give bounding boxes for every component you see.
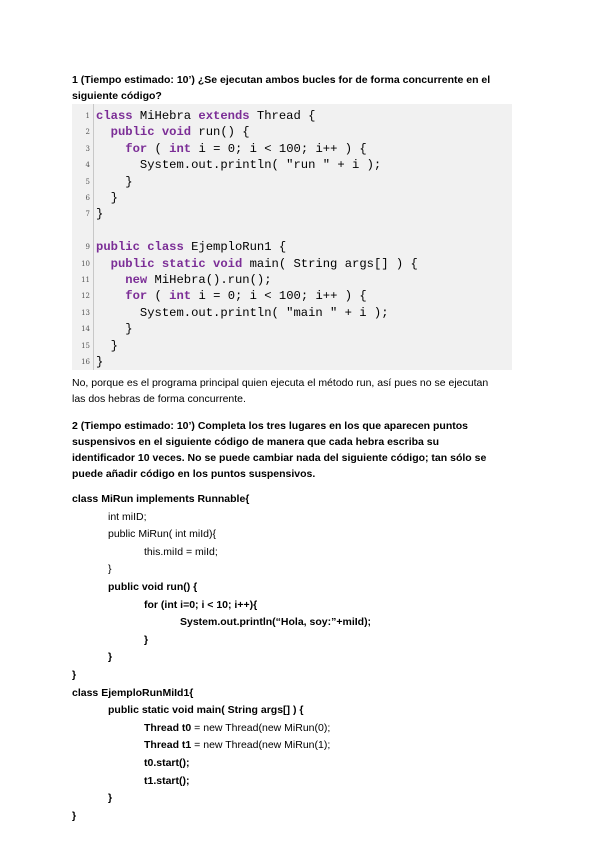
line-number: 7 — [85, 210, 90, 219]
answer-1-line-2: las dos hebras de forma concurrente. — [72, 393, 246, 405]
code-line — [72, 321, 512, 338]
code-token: System.out.println( "main " + i ); — [96, 305, 389, 320]
question-2-line-3: identificador 10 veces. No se puede cambiar nada del siguiente código; tan sólo se — [72, 452, 487, 464]
code-token: MiHebra — [132, 109, 199, 123]
code-2-token: t1.start(); — [144, 774, 190, 787]
code-keyword: for — [125, 141, 148, 156]
code-text — [96, 108, 315, 125]
code-2-line — [72, 808, 76, 826]
line-number: 16 — [81, 358, 90, 366]
code-token: i = 0; i < 100; i++ ) { — [191, 289, 367, 304]
line-number: 6 — [85, 194, 90, 202]
code-2-token: } — [108, 792, 113, 805]
code-keyword: public static void — [110, 256, 243, 271]
code-2-token: t0.start(); — [144, 757, 190, 769]
code-text — [96, 141, 367, 158]
code-listing — [72, 104, 512, 370]
answer-1-line-1: No, porque es el programa principal quien ejecuta el método run, así pues no se ejecutan — [72, 377, 489, 389]
code-line — [72, 239, 512, 256]
code-2-line — [108, 509, 147, 527]
question-2-heading — [72, 418, 528, 482]
code-token: } — [96, 174, 133, 189]
code-text — [96, 354, 103, 371]
line-number: 9 — [85, 243, 90, 252]
code-keyword: extends — [198, 109, 250, 123]
code-text — [96, 190, 118, 207]
code-2-line — [72, 491, 249, 509]
code-line — [72, 124, 512, 141]
code-line — [72, 206, 512, 223]
line-number: 4 — [85, 161, 90, 170]
code-2-token: System.out.println(“Hola, soy:”+miId); — [180, 616, 372, 629]
code-line — [72, 288, 512, 305]
code-token: run() { — [191, 125, 250, 140]
code-text — [96, 239, 286, 256]
code-token: EjemploRun1 { — [183, 240, 287, 255]
code-2-token: } — [144, 633, 149, 646]
code-token — [96, 142, 125, 156]
question-2-line-2: suspensivos en el siguiente código de manera que cada hebra escriba su — [72, 436, 440, 448]
code-line — [72, 141, 512, 158]
code-text — [96, 288, 367, 305]
code-2-line — [108, 579, 197, 597]
line-number: 13 — [81, 308, 90, 317]
code-text — [96, 124, 250, 141]
code-token: } — [96, 207, 104, 222]
code-2-token: this.miId = miId; — [144, 545, 218, 558]
code-2-line — [144, 632, 148, 650]
code-token: } — [96, 191, 118, 205]
code-2-line — [144, 544, 218, 562]
code-2-token: } — [72, 669, 77, 681]
line-number: 10 — [81, 259, 90, 268]
code-token: ( — [147, 141, 170, 156]
line-number: 15 — [81, 341, 90, 350]
code-2-line — [72, 685, 193, 703]
code-line — [72, 338, 512, 355]
question-1-heading — [72, 72, 528, 104]
code-keyword: new — [125, 273, 148, 287]
code-text — [96, 321, 133, 338]
question-2-line-4: puede añadir código en los puntos suspensivos. — [72, 468, 316, 480]
code-line — [72, 272, 512, 289]
code-2-token: = new Thread(new MiRun(0); — [191, 721, 331, 734]
line-number: 5 — [85, 177, 90, 186]
code-2-line — [108, 649, 112, 667]
code-2-token: public void run() { — [108, 581, 198, 593]
question-1-line-2: siguiente código? — [72, 90, 162, 102]
code-token — [96, 257, 111, 271]
code-2-line — [144, 755, 190, 773]
code-line — [72, 157, 512, 174]
code-2-token: for (int i=0; i < 10; i++){ — [144, 598, 258, 611]
code-token: } — [96, 322, 133, 337]
code-2-token: public MiRun( int miId){ — [108, 528, 216, 541]
code-2-token: class MiRun implements Runnable{ — [72, 493, 250, 505]
code-2-line — [180, 614, 371, 632]
code-line — [72, 354, 512, 371]
code-text — [96, 174, 133, 191]
code-keyword: int — [169, 289, 192, 304]
answer-1 — [72, 375, 532, 407]
code-2-token: = new Thread(new MiRun(1); — [191, 739, 331, 752]
code-keyword: for — [125, 289, 148, 304]
code-text — [96, 338, 118, 355]
code-text — [96, 305, 389, 322]
code-2-line — [108, 561, 112, 579]
code-2-line — [108, 526, 216, 544]
code-line — [72, 305, 512, 322]
code-text — [96, 206, 103, 223]
line-number: 11 — [81, 276, 90, 284]
code-token: } — [96, 355, 104, 369]
code-keyword: int — [169, 141, 192, 156]
code-text — [96, 157, 381, 174]
code-2-token: Thread t0 — [144, 721, 192, 734]
code-keyword: public class — [96, 240, 184, 255]
code-token: System.out.println( "run " + i ); — [96, 158, 382, 173]
line-number: 12 — [81, 292, 90, 301]
code-2-line — [108, 790, 112, 808]
code-2-token: } — [108, 651, 113, 664]
code-token — [96, 273, 125, 287]
code-line — [72, 256, 512, 273]
code-2-line — [72, 667, 76, 685]
code-2-token: class EjemploRunMiId1{ — [72, 686, 194, 699]
code-line — [72, 108, 512, 125]
code-2-line — [144, 773, 190, 791]
line-number: 1 — [85, 112, 90, 120]
code-token: ( — [147, 289, 170, 304]
code-token — [96, 289, 125, 303]
code-line — [72, 174, 512, 191]
line-number: 2 — [85, 128, 90, 137]
code-2-token: int miID; — [108, 510, 147, 523]
code-2-token: } — [72, 809, 77, 822]
code-2-line — [108, 702, 303, 720]
code-keyword: public void — [110, 125, 192, 140]
code-2-token: Thread t1 — [144, 739, 192, 752]
line-number: 14 — [81, 325, 90, 334]
code-line — [72, 190, 512, 207]
code-token: MiHebra().run(); — [147, 273, 272, 287]
code-token: Thread { — [249, 109, 316, 123]
code-2-line — [144, 737, 330, 755]
code-2-token: public static void main( String args[] ) { — [108, 704, 304, 717]
code-token: main( String args[] ) { — [242, 256, 418, 271]
code-2-token: } — [108, 563, 112, 576]
code-line — [72, 223, 512, 240]
code-token: i = 0; i < 100; i++ ) { — [191, 141, 367, 156]
question-1-line-1: 1 (Tiempo estimado: 10’) ¿Se ejecutan ambos bucles for de forma concurrente en el — [72, 74, 491, 86]
code-text — [96, 256, 418, 273]
code-keyword: class — [96, 109, 133, 123]
line-number: 3 — [85, 144, 90, 153]
code-2-line — [144, 720, 330, 738]
code-token: } — [96, 338, 118, 353]
code-2-line — [144, 597, 257, 615]
question-2-line-1: 2 (Tiempo estimado: 10’) Completa los tres lugares en los que aparecen puntos — [72, 420, 468, 432]
code-text — [96, 272, 272, 289]
code-token — [96, 125, 111, 139]
